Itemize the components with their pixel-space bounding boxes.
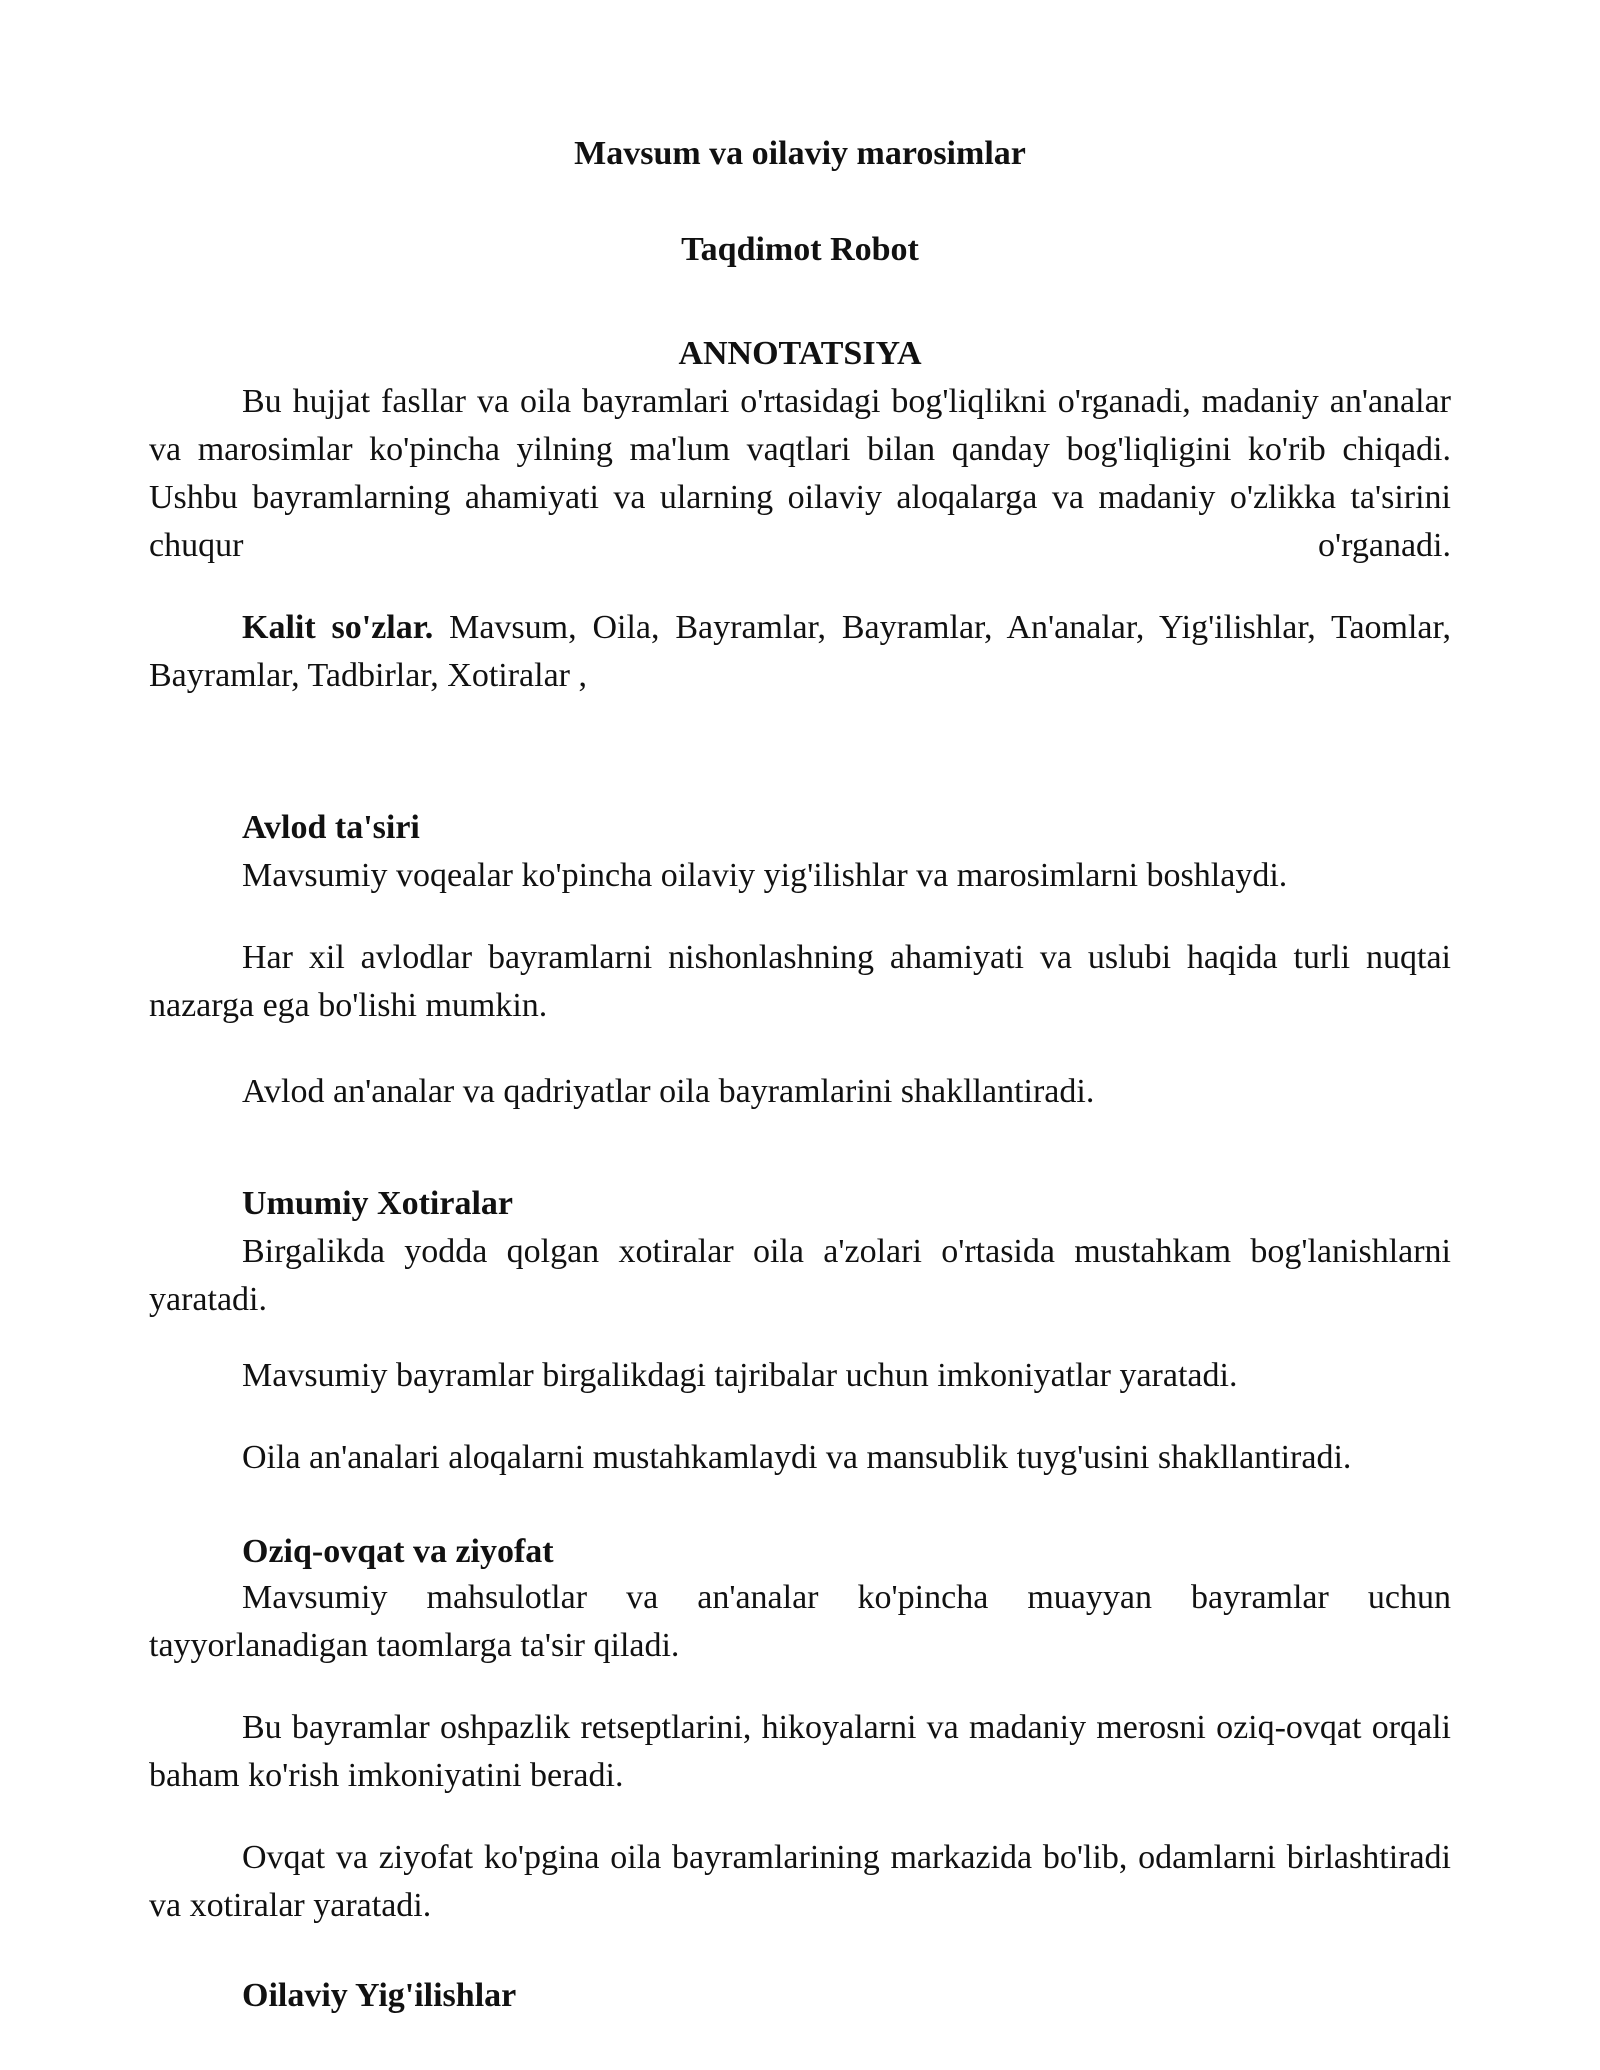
section-paragraph: Mavsumiy mahsulotlar va an'analar ko'pincha muayyan bayramlar uchun tayyorlanadigan taomlarga ta'sir qiladi. xyxy=(149,1579,1451,1664)
section-paragraph: Har xil avlodlar bayramlarni nishonlashning ahamiyati va uslubi haqida turli nuqtai nazarga ega bo'lishi mumkin. xyxy=(149,939,1451,1024)
keywords-paragraph xyxy=(149,604,1451,700)
keywords-label: Kalit so'zlar. xyxy=(242,609,434,646)
section-heading-xotiralar: Umumiy Xotiralar xyxy=(242,1185,514,1222)
document-author: Taqdimot Robot xyxy=(681,231,919,268)
section-paragraph: Bu bayramlar oshpazlik retseptlarini, hikoyalarni va madaniy merosni oziq-ovqat orqali baham ko'rish imkoniyatini beradi. xyxy=(149,1709,1451,1794)
annotation-heading: ANNOTATSIYA xyxy=(678,335,922,372)
section-paragraph: Mavsumiy voqealar ko'pincha oilaviy yig'ilishlar va marosimlarni boshlaydi. xyxy=(242,857,1288,894)
section-paragraph: Oila an'analari aloqalarni mustahkamlaydi va mansublik tuyg'usini shakllantiradi. xyxy=(242,1439,1352,1476)
section-heading-oziq-ovqat: Oziq-ovqat va ziyofat xyxy=(242,1533,554,1570)
section-paragraph: Birgalikda yodda qolgan xotiralar oila a'zolari o'rtasida mustahkam bog'lanishlarni yaratadi. xyxy=(149,1233,1451,1318)
document-title: Mavsum va oilaviy marosimlar xyxy=(574,135,1026,172)
annotation-paragraph: Bu hujjat fasllar va oila bayramlari o'rtasidagi bog'liqlikni o'rganadi, madaniy an'analar va marosimlar ko'pincha yilning ma'lum vaqtlari bilan qanday bog'liqligini ko'rib chiqadi. Ushbu bayramlarning ahamiyati va ularning oilaviy aloqalarga va madaniy o'zlikka ta'sirini chuqur o'rganadi. xyxy=(149,383,1451,564)
section-heading-avlod: Avlod ta'siri xyxy=(242,809,420,846)
section-paragraph: Avlod an'analar va qadriyatlar oila bayramlarini shakllantiradi. xyxy=(242,1073,1095,1110)
section-paragraph: Mavsumiy bayramlar birgalikdagi tajribalar uchun imkoniyatlar yaratadi. xyxy=(242,1357,1238,1394)
section-heading-yigilishlar: Oilaviy Yig'ilishlar xyxy=(242,1977,517,2014)
keywords-list: Mavsum, Oila, Bayramlar, Bayramlar, An'analar, Yig'ilishlar, Taomlar, Bayramlar, Tadbirlar, Xotiralar , xyxy=(149,609,1451,694)
section-paragraph: Ovqat va ziyofat ko'pgina oila bayramlarining markazida bo'lib, odamlarni birlashtiradi va xotiralar yaratadi. xyxy=(149,1839,1451,1924)
